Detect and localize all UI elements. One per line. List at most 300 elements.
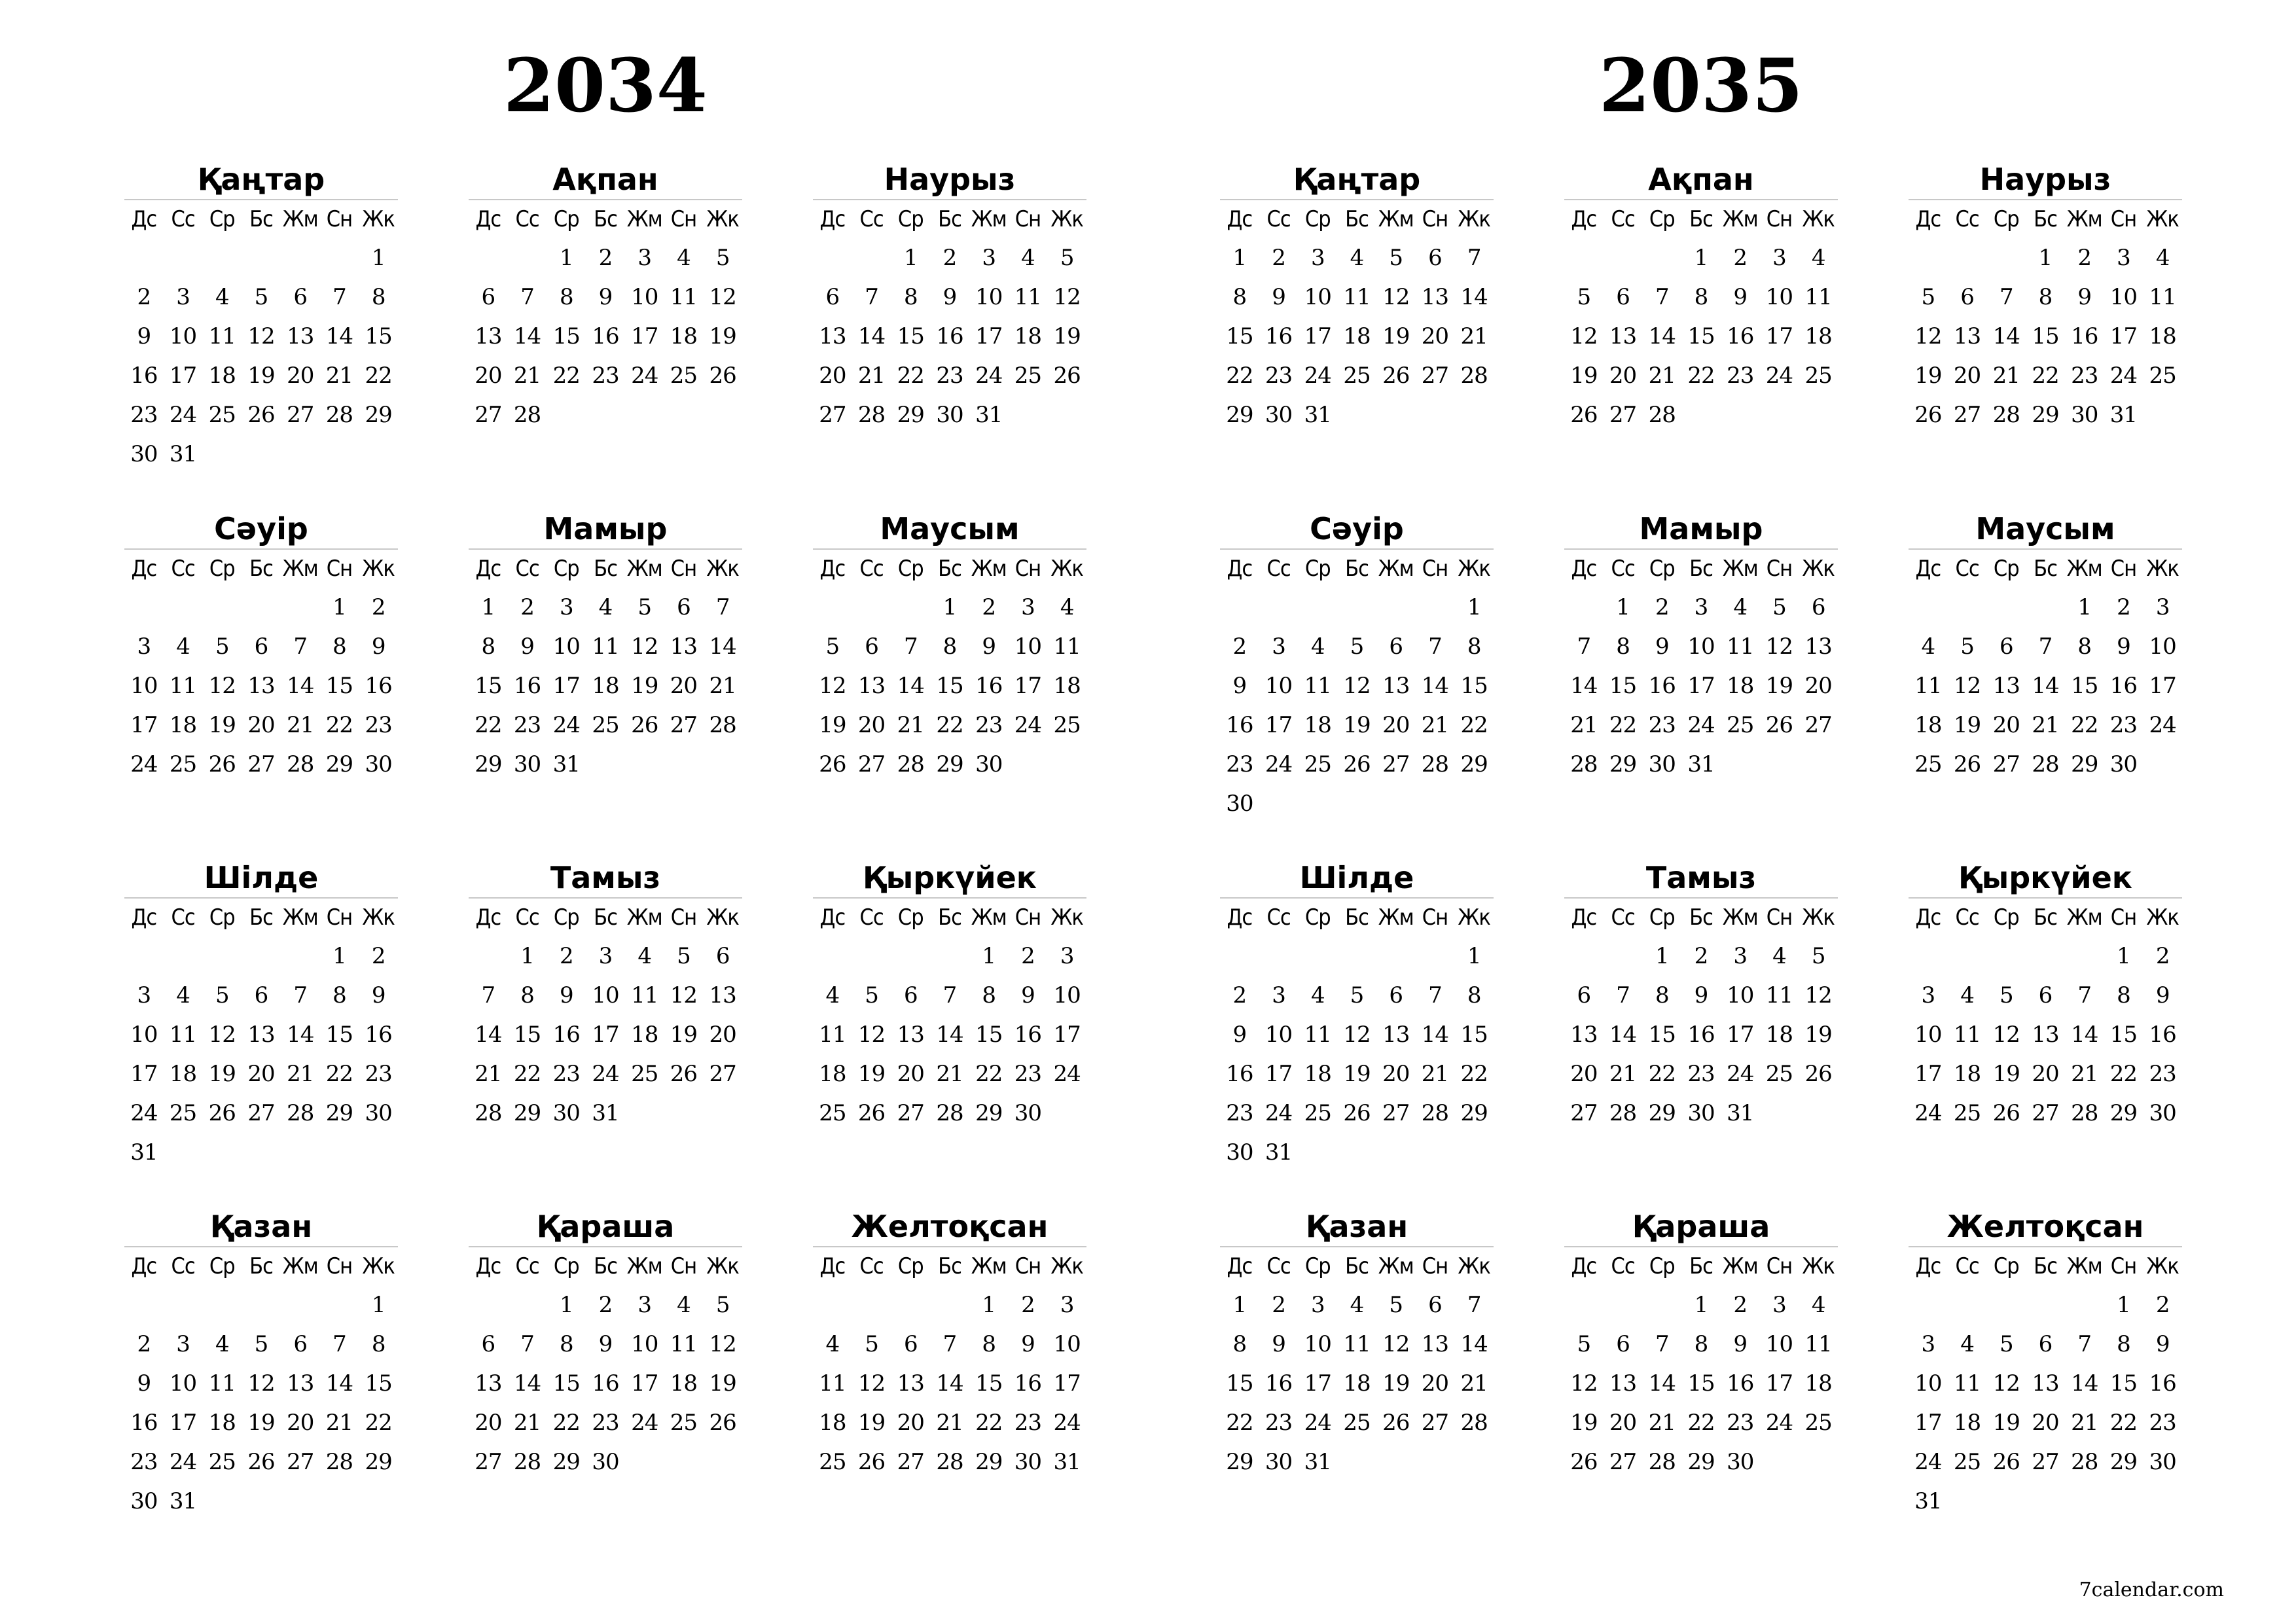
day-cell: 20 [475, 363, 502, 389]
weekday-label: Ср [1649, 206, 1675, 232]
day-cell: 14 [2071, 1022, 2098, 1048]
day-cell: 23 [2071, 363, 2098, 389]
weekday-label: Сн [670, 904, 697, 931]
weekday-label: Дс [819, 556, 846, 582]
weekday-label: Бс [1345, 1253, 1369, 1279]
month-name: Наурыз [813, 160, 1086, 200]
day-cell: 26 [857, 1449, 886, 1475]
weekday-label: Бс [1345, 206, 1369, 232]
weekday-label: Ср [209, 1253, 235, 1279]
day-cell: 5 [825, 633, 840, 660]
day-cell: 1 [332, 943, 346, 969]
day-cell: 12 [857, 1370, 886, 1397]
day-cell: 3 [637, 245, 652, 271]
day-cell: 23 [365, 712, 392, 738]
day-cell: 13 [1382, 673, 1410, 699]
day-cell: 3 [982, 245, 996, 271]
day-cell: 8 [2117, 982, 2130, 1008]
day-cell: 29 [975, 1449, 1003, 1475]
day-cell: 15 [2032, 323, 2059, 349]
weekday-label: Сн [670, 1253, 697, 1279]
weekday-label: Сн [1766, 206, 1793, 232]
day-cell: 2 [2155, 943, 2170, 969]
weekday-label: Дс [1571, 904, 1597, 931]
day-cell: 9 [1272, 1331, 1285, 1357]
day-cell: 7 [332, 284, 346, 310]
day-cell: 13 [2032, 1022, 2059, 1048]
weekday-label: Дс [1915, 556, 1941, 582]
weekday-label: Сн [670, 556, 697, 582]
day-cell: 20 [2032, 1410, 2059, 1436]
day-cell: 1 [371, 245, 386, 271]
day-cell: 28 [513, 402, 541, 428]
weekday-label: Дс [1915, 1253, 1941, 1279]
day-cell: 24 [1727, 1061, 1754, 1087]
month-name: Қыркүйек [813, 858, 1086, 899]
day-cell: 16 [365, 1022, 392, 1048]
day-cell: 25 [670, 363, 698, 389]
day-cell: 29 [1460, 1100, 1488, 1126]
weekday-label: Бс [249, 1253, 273, 1279]
day-cell: 6 [1616, 284, 1630, 310]
day-cell: 18 [1304, 1061, 1331, 1087]
day-cell: 16 [1687, 1022, 1715, 1048]
day-cell: 10 [1914, 1022, 1942, 1048]
weekday-label: Дс [819, 206, 846, 232]
empty-cell [1376, 936, 1416, 976]
day-cell: 25 [819, 1449, 846, 1475]
day-cell: 15 [1460, 1022, 1488, 1048]
day-cell: 9 [2077, 284, 2092, 310]
empty-cell [1986, 1285, 2026, 1325]
day-cell: 17 [1687, 673, 1715, 699]
weekday-label: Сн [326, 904, 353, 931]
weekday-label: Бс [594, 904, 617, 931]
weekday-label: Ср [209, 904, 235, 931]
day-cell: 7 [293, 982, 308, 1008]
day-cell: 25 [1804, 1410, 1832, 1436]
day-cell: 12 [1382, 284, 1410, 310]
weekday-label: Бс [1689, 206, 1713, 232]
day-cell: 22 [365, 363, 392, 389]
day-cell: 8 [2117, 1331, 2130, 1357]
day-cell: 3 [1272, 982, 1285, 1008]
month-2035-5 [1564, 509, 1838, 784]
day-cell: 3 [1060, 943, 1074, 969]
day-cell: 18 [1343, 1370, 1371, 1397]
day-cell: 23 [592, 1410, 619, 1436]
day-cell: 18 [1953, 1061, 1981, 1087]
month-2034-1 [124, 160, 398, 474]
day-grid [1220, 550, 1494, 823]
day-cell: 1 [1616, 594, 1630, 620]
day-cell: 21 [475, 1061, 502, 1087]
day-cell: 1 [520, 943, 534, 969]
day-cell: 25 [1727, 712, 1754, 738]
day-cell: 10 [1765, 1331, 1793, 1357]
month-name: Мамыр [469, 509, 742, 550]
day-cell: 29 [975, 1100, 1003, 1126]
month-2034-3 [813, 160, 1086, 435]
day-cell: 5 [1960, 633, 1974, 660]
weekday-label: Жм [1378, 904, 1414, 931]
day-cell: 1 [1694, 245, 1708, 271]
day-cell: 26 [1914, 402, 1942, 428]
day-cell: 18 [1304, 712, 1331, 738]
weekday-label: Жм [626, 556, 662, 582]
weekday-label: Жм [282, 556, 318, 582]
day-cell: 9 [559, 982, 573, 1008]
weekday-label: Жм [2066, 556, 2102, 582]
day-cell: 31 [1304, 402, 1331, 428]
day-cell: 16 [936, 323, 963, 349]
day-cell: 4 [677, 245, 691, 271]
day-cell: 23 [1687, 1061, 1715, 1087]
day-grid [1909, 899, 2182, 1133]
weekday-label: Сс [515, 904, 539, 931]
day-cell: 20 [670, 673, 698, 699]
weekday-label: Ср [553, 904, 579, 931]
month-name: Тамыз [1564, 858, 1838, 899]
day-cell: 29 [1648, 1100, 1676, 1126]
weekday-label: Жк [2146, 904, 2179, 931]
empty-cell [1909, 238, 1948, 277]
day-cell: 20 [287, 1410, 314, 1436]
day-cell: 6 [293, 1331, 308, 1357]
empty-cell [281, 1285, 320, 1325]
day-cell: 30 [1226, 1139, 1253, 1166]
day-cell: 12 [631, 633, 658, 660]
day-cell: 23 [1727, 1410, 1754, 1436]
day-cell: 28 [1460, 363, 1488, 389]
weekday-label: Бс [1689, 556, 1713, 582]
day-cell: 30 [1648, 751, 1676, 777]
day-cell: 26 [247, 402, 275, 428]
day-cell: 24 [1765, 1410, 1793, 1436]
weekday-label: Жм [1722, 1253, 1758, 1279]
day-cell: 2 [2155, 1292, 2170, 1318]
day-cell: 8 [332, 633, 346, 660]
day-cell: 25 [169, 1100, 197, 1126]
weekday-label: Жм [971, 556, 1007, 582]
day-cell: 21 [325, 1410, 353, 1436]
empty-cell [1259, 588, 1299, 627]
weekday-label: Сс [1955, 206, 1979, 232]
day-cell: 11 [670, 284, 698, 310]
weekday-label: Жм [2066, 206, 2102, 232]
day-cell: 27 [897, 1100, 924, 1126]
day-cell: 14 [513, 1370, 541, 1397]
day-cell: 15 [552, 323, 580, 349]
day-cell: 18 [169, 712, 197, 738]
day-cell: 27 [1609, 402, 1637, 428]
month-name: Қыркүйек [1909, 858, 2182, 899]
empty-cell [2026, 936, 2065, 976]
day-cell: 15 [1226, 323, 1253, 349]
day-cell: 7 [2077, 982, 2092, 1008]
day-cell: 3 [1310, 1292, 1325, 1318]
day-cell: 25 [1304, 1100, 1331, 1126]
day-cell: 19 [819, 712, 846, 738]
weekday-label: Сс [859, 556, 884, 582]
weekday-label: Сс [859, 206, 884, 232]
day-cell: 21 [287, 1061, 314, 1087]
day-cell: 31 [1727, 1100, 1754, 1126]
day-cell: 4 [1350, 1292, 1364, 1318]
day-cell: 3 [176, 284, 190, 310]
day-cell: 22 [1687, 363, 1715, 389]
day-cell: 29 [936, 751, 963, 777]
day-cell: 20 [247, 712, 275, 738]
day-cell: 10 [975, 284, 1003, 310]
weekday-label: Дс [475, 1253, 501, 1279]
day-cell: 18 [1014, 323, 1042, 349]
day-cell: 28 [325, 1449, 353, 1475]
day-cell: 8 [903, 284, 918, 310]
weekday-label: Дс [1915, 206, 1941, 232]
day-cell: 24 [169, 402, 197, 428]
weekday-label: Сн [1014, 556, 1041, 582]
month-name: Тамыз [469, 858, 742, 899]
empty-cell [1986, 588, 2026, 627]
day-cell: 21 [936, 1061, 963, 1087]
day-cell: 15 [1687, 323, 1715, 349]
day-cell: 21 [325, 363, 353, 389]
empty-cell [891, 936, 930, 976]
day-cell: 22 [1609, 712, 1637, 738]
day-cell: 14 [1648, 323, 1676, 349]
weekday-label: Жк [1458, 556, 1490, 582]
day-cell: 9 [982, 633, 996, 660]
day-cell: 28 [287, 1100, 314, 1126]
empty-cell [1986, 936, 2026, 976]
weekday-label: Дс [131, 206, 157, 232]
day-cell: 1 [332, 594, 346, 620]
day-cell: 27 [1609, 1449, 1637, 1475]
day-cell: 4 [176, 982, 190, 1008]
day-cell: 7 [2038, 633, 2053, 660]
day-cell: 2 [598, 245, 613, 271]
day-cell: 6 [1428, 245, 1442, 271]
weekday-label: Жк [362, 1253, 395, 1279]
day-grid [1564, 200, 1838, 435]
day-cell: 13 [247, 1022, 275, 1048]
day-cell: 31 [592, 1100, 619, 1126]
day-cell: 27 [897, 1449, 924, 1475]
day-cell: 7 [1999, 284, 2013, 310]
day-cell: 23 [1226, 1100, 1253, 1126]
day-cell: 13 [1382, 1022, 1410, 1048]
day-cell: 9 [1655, 633, 1669, 660]
day-grid [469, 200, 742, 435]
day-cell: 14 [1460, 284, 1488, 310]
day-cell: 11 [1053, 633, 1081, 660]
day-cell: 29 [325, 751, 353, 777]
empty-cell [202, 1285, 242, 1325]
day-cell: 24 [130, 1100, 158, 1126]
day-cell: 26 [1053, 363, 1081, 389]
weekday-label: Жм [1378, 556, 1414, 582]
day-cell: 29 [552, 1449, 580, 1475]
day-cell: 11 [1343, 284, 1371, 310]
day-cell: 25 [670, 1410, 698, 1436]
day-cell: 4 [1350, 245, 1364, 271]
day-cell: 9 [1694, 982, 1708, 1008]
day-cell: 17 [1014, 673, 1042, 699]
day-cell: 29 [2109, 1449, 2138, 1475]
day-cell: 10 [1304, 284, 1331, 310]
day-cell: 9 [371, 982, 386, 1008]
day-cell: 13 [670, 633, 698, 660]
day-cell: 12 [1382, 1331, 1410, 1357]
day-cell: 26 [709, 1410, 736, 1436]
day-cell: 3 [559, 594, 573, 620]
weekday-label: Жк [1802, 556, 1835, 582]
day-cell: 5 [254, 284, 268, 310]
day-cell: 19 [1382, 323, 1410, 349]
day-cell: 7 [293, 633, 308, 660]
weekday-label: Жк [706, 556, 739, 582]
day-cell: 31 [1265, 1139, 1293, 1166]
day-cell: 24 [631, 363, 658, 389]
day-cell: 6 [715, 943, 730, 969]
day-cell: 12 [670, 982, 698, 1008]
day-cell: 22 [975, 1061, 1003, 1087]
day-cell: 13 [1953, 323, 1981, 349]
day-cell: 14 [475, 1022, 502, 1048]
empty-cell [242, 588, 281, 627]
weekday-label: Жм [626, 1253, 662, 1279]
day-cell: 23 [130, 402, 158, 428]
day-cell: 25 [1953, 1100, 1981, 1126]
day-cell: 21 [2071, 1410, 2098, 1436]
weekday-label: Сн [2110, 556, 2137, 582]
day-cell: 24 [1053, 1410, 1081, 1436]
weekday-label: Ср [553, 206, 579, 232]
weekday-label: Сс [515, 206, 539, 232]
day-cell: 1 [559, 1292, 573, 1318]
day-cell: 11 [819, 1022, 846, 1048]
day-cell: 29 [1226, 402, 1253, 428]
day-cell: 17 [130, 712, 158, 738]
day-cell: 3 [1772, 245, 1786, 271]
day-cell: 15 [1687, 1370, 1715, 1397]
day-cell: 5 [715, 245, 730, 271]
month-name: Шілде [124, 858, 398, 899]
day-cell: 5 [1999, 982, 2013, 1008]
month-2034-11 [469, 1207, 742, 1482]
day-cell: 3 [1060, 1292, 1074, 1318]
weekday-label: Бс [1689, 904, 1713, 931]
day-cell: 28 [1609, 1100, 1637, 1126]
day-cell: 24 [130, 751, 158, 777]
weekday-label: Ср [1993, 904, 2019, 931]
day-cell: 27 [2032, 1100, 2059, 1126]
day-cell: 21 [513, 1410, 541, 1436]
day-cell: 19 [670, 1022, 698, 1048]
day-cell: 8 [1655, 982, 1669, 1008]
day-cell: 21 [1648, 363, 1676, 389]
empty-cell [164, 588, 203, 627]
day-cell: 10 [130, 673, 158, 699]
day-cell: 1 [1694, 1292, 1708, 1318]
day-cell: 10 [1053, 1331, 1081, 1357]
day-cell: 29 [2109, 1100, 2138, 1126]
empty-cell [281, 238, 320, 277]
day-cell: 29 [365, 402, 392, 428]
day-cell: 8 [1232, 284, 1247, 310]
day-cell: 6 [293, 284, 308, 310]
weekday-label: Ср [1993, 1253, 2019, 1279]
day-cell: 9 [137, 1370, 151, 1397]
day-cell: 28 [1421, 751, 1449, 777]
month-2034-5 [469, 509, 742, 784]
day-cell: 17 [2149, 673, 2176, 699]
footer-site-link[interactable]: 7calendar.com [2079, 1578, 2224, 1601]
day-cell: 15 [513, 1022, 541, 1048]
empty-cell [1416, 936, 1455, 976]
day-cell: 14 [2071, 1370, 2098, 1397]
weekday-label: Бс [2034, 206, 2057, 232]
weekday-label: Бс [938, 556, 961, 582]
day-cell: 3 [598, 943, 613, 969]
weekday-label: Бс [938, 904, 961, 931]
day-cell: 21 [2071, 1061, 2098, 1087]
day-cell: 2 [2077, 245, 2092, 271]
day-cell: 24 [1765, 363, 1793, 389]
day-cell: 11 [631, 982, 658, 1008]
weekday-label: Жм [1722, 206, 1758, 232]
day-cell: 31 [1053, 1449, 1081, 1475]
day-cell: 19 [1053, 323, 1081, 349]
day-cell: 7 [1577, 633, 1591, 660]
empty-cell [891, 1285, 930, 1325]
day-cell: 8 [559, 284, 573, 310]
day-cell: 5 [677, 943, 691, 969]
weekday-label: Сс [1955, 1253, 1979, 1279]
day-cell: 8 [982, 1331, 996, 1357]
day-cell: 22 [1226, 1410, 1253, 1436]
empty-cell [813, 1285, 852, 1325]
day-cell: 19 [1570, 363, 1598, 389]
month-name: Маусым [1909, 509, 2182, 550]
day-cell: 16 [1014, 1370, 1042, 1397]
day-cell: 28 [897, 751, 924, 777]
day-cell: 2 [371, 594, 386, 620]
day-cell: 14 [1421, 1022, 1449, 1048]
day-cell: 29 [2071, 751, 2098, 777]
day-cell: 18 [208, 1410, 236, 1436]
day-cell: 12 [1053, 284, 1081, 310]
day-cell: 21 [897, 712, 924, 738]
day-cell: 3 [1733, 943, 1748, 969]
day-cell: 8 [332, 982, 346, 1008]
day-cell: 4 [1811, 1292, 1825, 1318]
day-cell: 24 [1265, 751, 1293, 777]
day-cell: 18 [169, 1061, 197, 1087]
day-cell: 9 [1232, 673, 1247, 699]
weekday-label: Жк [706, 1253, 739, 1279]
day-grid [1909, 550, 2182, 784]
day-cell: 24 [2109, 363, 2138, 389]
day-cell: 10 [1727, 982, 1754, 1008]
day-cell: 5 [215, 982, 229, 1008]
weekday-label: Жм [2066, 904, 2102, 931]
day-grid [813, 200, 1086, 435]
day-cell: 8 [481, 633, 495, 660]
weekday-label: Сн [1422, 556, 1448, 582]
day-cell: 2 [1694, 943, 1708, 969]
